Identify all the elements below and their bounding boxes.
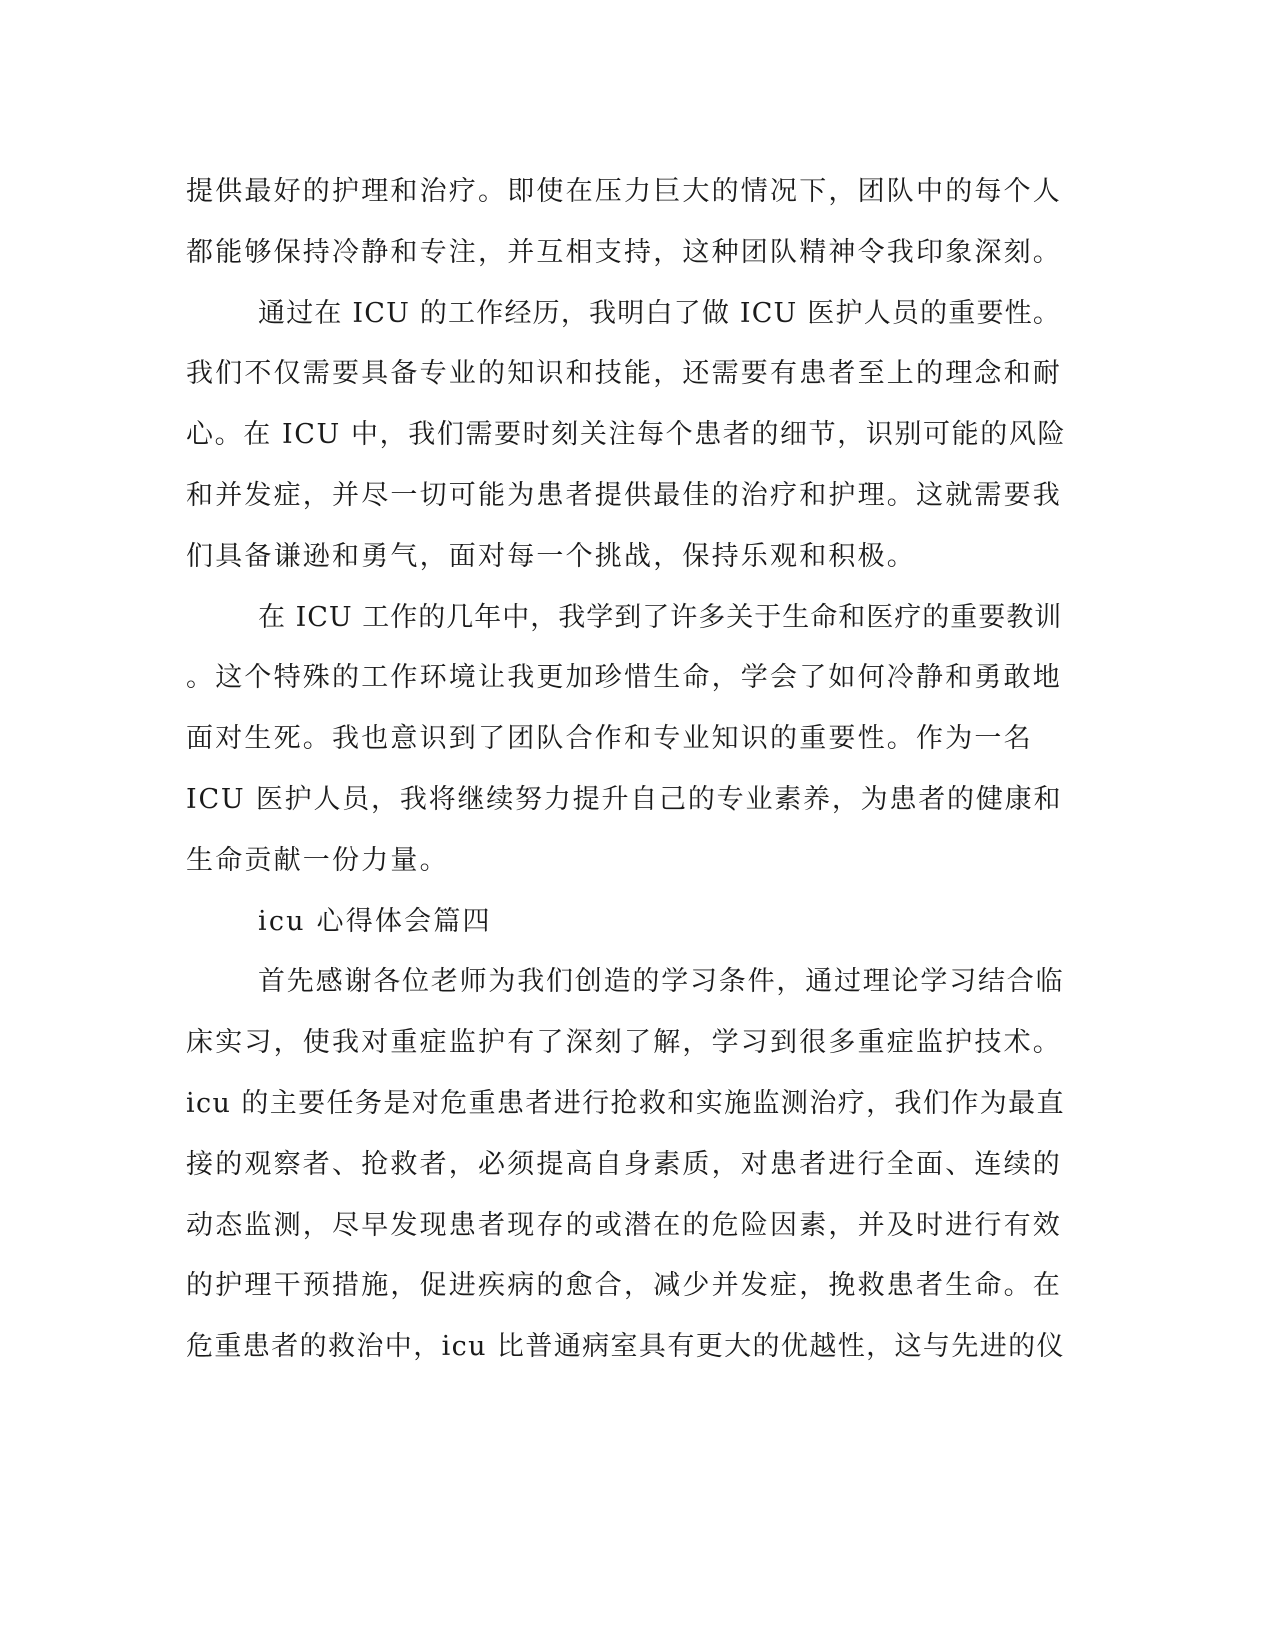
text-line: 动态监测，尽早发现患者现存的或潜在的危险因素，并及时进行有效 bbox=[186, 1209, 1062, 1241]
paragraph-start-line: 在 ICU 工作的几年中，我学到了许多关于生命和医疗的重要教训 bbox=[258, 601, 1063, 633]
section-heading: icu 心得体会篇四 bbox=[258, 905, 492, 937]
text-line: 危重患者的救治中，icu 比普通病室具有更大的优越性，这与先进的仪 bbox=[186, 1331, 1065, 1363]
text-line: 我们不仅需要具备专业的知识和技能，还需要有患者至上的理念和耐 bbox=[186, 358, 1062, 390]
text-line: icu 的主要任务是对危重患者进行抢救和实施监测治疗，我们作为最直 bbox=[186, 1087, 1065, 1119]
text-line: 床实习，使我对重症监护有了深刻了解，学习到很多重症监护技术。 bbox=[186, 1027, 1062, 1059]
text-line: 接的观察者、抢救者，必须提高自身素质，对患者进行全面、连续的 bbox=[186, 1148, 1062, 1180]
text-line: 心。在 ICU 中，我们需要时刻关注每个患者的细节，识别可能的风险 bbox=[186, 419, 1067, 451]
text-line: 生命贡献一份力量。 bbox=[186, 844, 449, 876]
text-line: 提供最好的护理和治疗。即使在压力巨大的情况下，团队中的每个人 bbox=[186, 176, 1062, 207]
text-line: 和并发症，并尽一切可能为患者提供最佳的治疗和护理。这就需要我 bbox=[186, 479, 1062, 511]
text-line: 都能够保持冷静和专注，并互相支持，这种团队精神令我印象深刻。 bbox=[186, 236, 1062, 268]
text-line: 。这个特殊的工作环境让我更加珍惜生命，学会了如何冷静和勇敢地 bbox=[186, 662, 1062, 694]
paragraph-start-line: 首先感谢各位老师为我们创造的学习条件，通过理论学习结合临 bbox=[258, 966, 1065, 998]
paragraph-start-line: 通过在 ICU 的工作经历，我明白了做 ICU 医护人员的重要性。 bbox=[258, 297, 1062, 329]
text-line: ICU 医护人员，我将继续努力提升自己的专业素养，为患者的健康和 bbox=[186, 783, 1063, 815]
text-line: 们具备谦逊和勇气，面对每一个挑战，保持乐观和积极。 bbox=[186, 540, 916, 572]
text-line: 面对生死。我也意识到了团队合作和专业知识的重要性。作为一名 bbox=[186, 723, 1033, 755]
document-body bbox=[186, 162, 1066, 1378]
text-line: 的护理干预措施，促进疾病的愈合，减少并发症，挽救患者生命。在 bbox=[186, 1270, 1062, 1302]
